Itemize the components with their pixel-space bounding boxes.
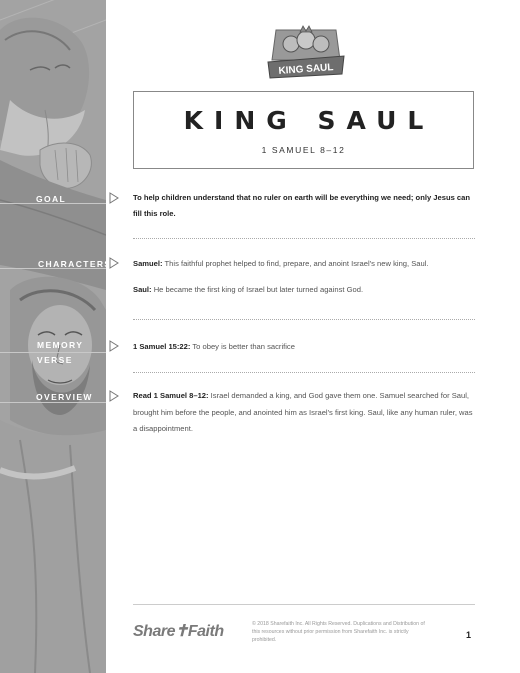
memory-verse-arrow-icon bbox=[109, 340, 119, 352]
memory-verse-ref: 1 Samuel 15:22: bbox=[133, 342, 191, 351]
page-title: KING SAUL bbox=[183, 105, 435, 135]
characters-arrow-icon bbox=[109, 257, 119, 269]
goal-label-text: GOAL bbox=[36, 194, 67, 204]
scripture-reference: 1 SAMUEL 8–12 bbox=[261, 144, 346, 155]
overview-label-text: OVERVIEW bbox=[36, 392, 93, 402]
sharefaith-logo: Share✝Faith bbox=[133, 623, 224, 640]
memory-verse-label bbox=[37, 340, 106, 367]
goal-label bbox=[0, 189, 106, 209]
title-box bbox=[133, 91, 474, 169]
overview-label bbox=[0, 387, 106, 407]
overview-section bbox=[133, 388, 475, 438]
memory-verse-text: To obey is better than sacrifice bbox=[190, 342, 295, 351]
overview-label-rule bbox=[0, 402, 106, 403]
characters-label bbox=[0, 254, 112, 274]
illustration-figures bbox=[0, 0, 106, 673]
memory-label-line1: MEMORY bbox=[37, 340, 84, 350]
memory-verse-divider bbox=[133, 372, 475, 373]
characters-divider bbox=[133, 319, 475, 320]
sidebar-illustration bbox=[0, 0, 106, 673]
character-samuel bbox=[133, 256, 475, 272]
goal-label-rule bbox=[0, 203, 106, 204]
overview-text: Israel demanded a king, and God gave them one. Samuel searched for Saul, brought him before the people, and anointed him as Israel's first king. Saul, like any human ruler, was a disappointment. bbox=[133, 391, 473, 433]
character-description: He became the first king of Israel but later turned against God. bbox=[151, 285, 364, 294]
copyright-notice: © 2018 Sharefaith Inc. All Rights Reserved. Duplications and Distribution of this resources without prior permission from Sharefaith Inc. is strictly prohibited. bbox=[252, 621, 425, 643]
overview-ref: Read 1 Samuel 8–12: bbox=[133, 391, 209, 400]
goal-text: To help children understand that no ruler on earth will be everything we need; only Jesus can fill this role. bbox=[133, 193, 470, 218]
memory-verse-section bbox=[133, 339, 475, 355]
character-name: Samuel: bbox=[133, 259, 163, 268]
character-name: Saul: bbox=[133, 285, 152, 294]
memory-label-rule bbox=[0, 352, 106, 353]
badge-text: KING SAUL bbox=[278, 62, 334, 77]
goal-section bbox=[133, 190, 475, 222]
footer-divider bbox=[133, 604, 475, 605]
characters-section bbox=[133, 256, 475, 298]
characters-label-text: CHARACTERS bbox=[38, 259, 112, 269]
verse-label-line2: VERSE bbox=[37, 355, 73, 365]
overview-arrow-icon bbox=[109, 390, 119, 402]
character-description: This faithful prophet helped to find, prepare, and anoint Israel's new king, Saul. bbox=[162, 259, 429, 268]
goal-divider bbox=[133, 238, 475, 239]
king-saul-badge bbox=[266, 20, 346, 82]
character-saul bbox=[133, 282, 475, 298]
goal-arrow-icon bbox=[109, 192, 119, 204]
characters-label-rule bbox=[0, 268, 106, 269]
page-number: 1 bbox=[466, 630, 472, 640]
